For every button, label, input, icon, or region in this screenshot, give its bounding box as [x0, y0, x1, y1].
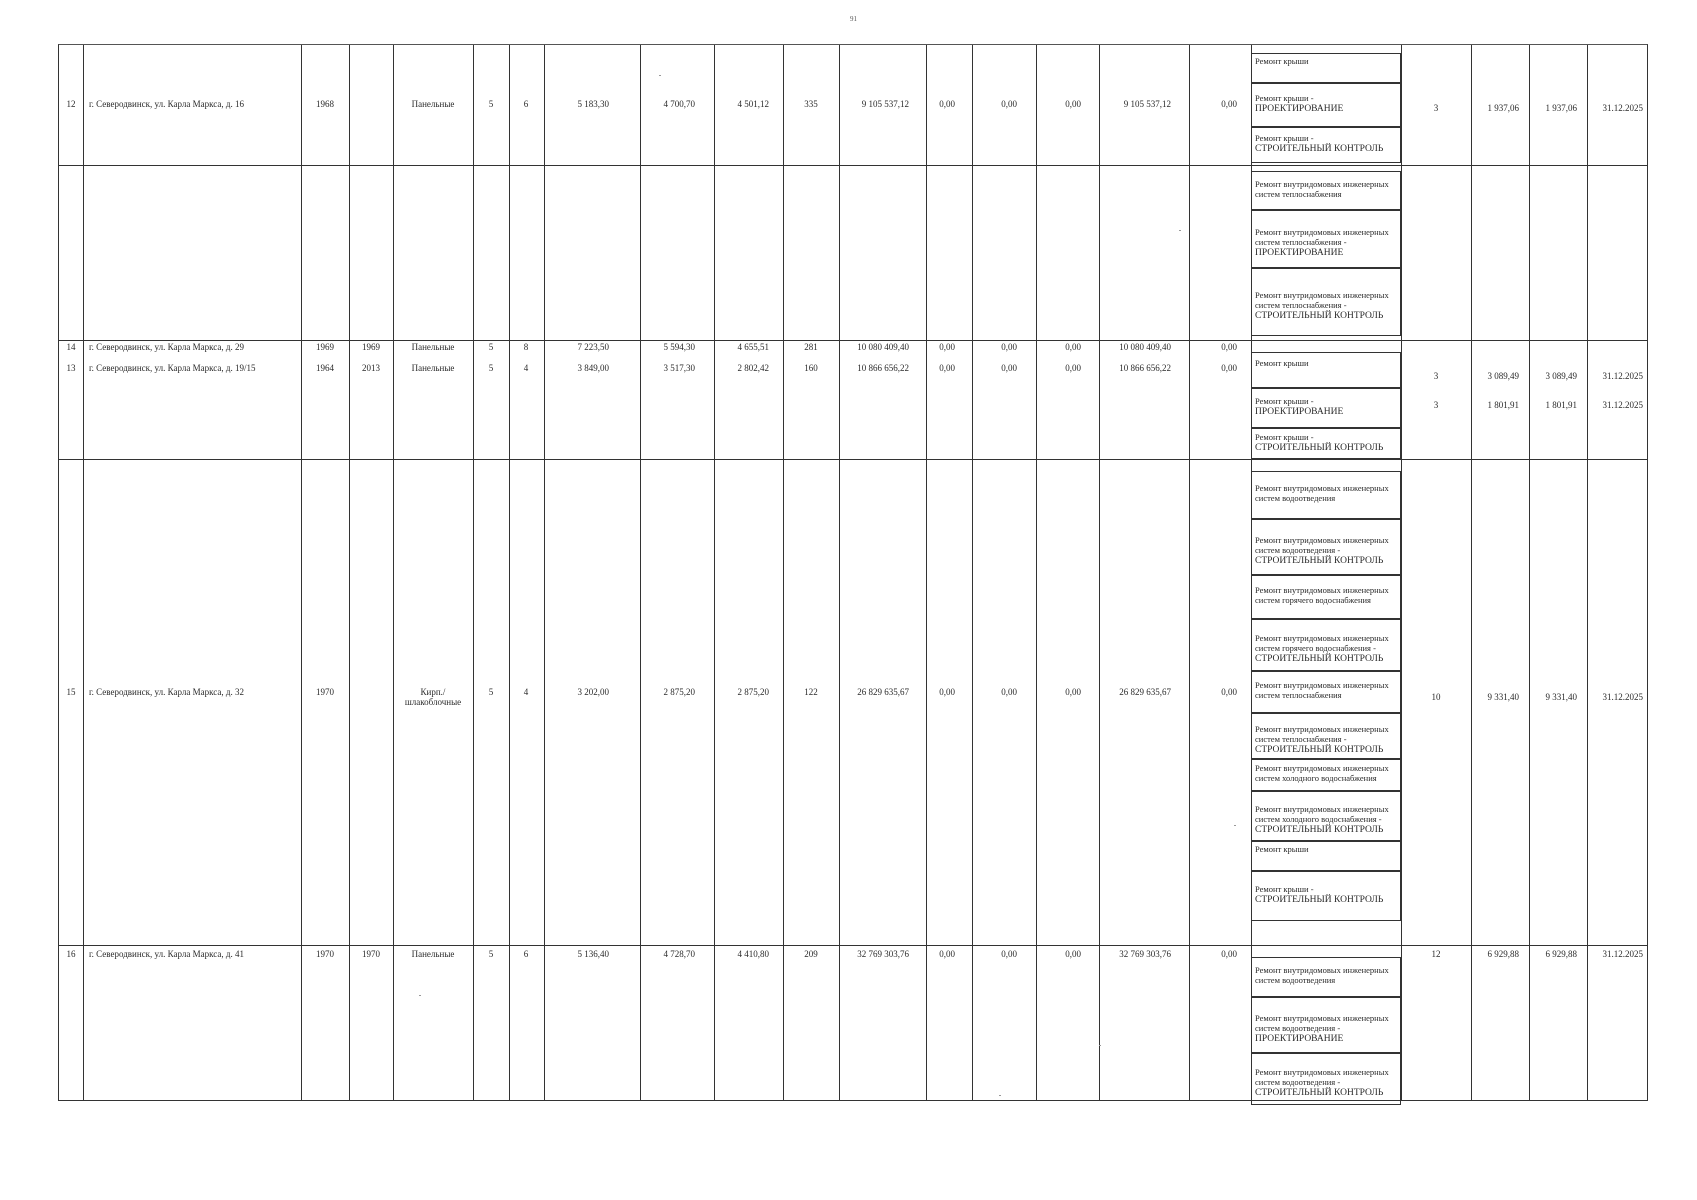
- cell-area-total: 3 849,00: [577, 363, 609, 373]
- cell-owners-funds: 32 769 303,76: [1119, 949, 1171, 959]
- cell-entrances: 8: [523, 342, 529, 352]
- cell-cost-total: 10 080 409,40: [857, 342, 909, 352]
- cell-unit-cost-max: 6 929,88: [1545, 949, 1577, 959]
- column-divider: [839, 45, 840, 1100]
- cell-other: 0,00: [1221, 363, 1237, 373]
- cell-work-count: 3: [1433, 371, 1439, 381]
- cell-cost-total: 26 829 635,67: [857, 687, 909, 697]
- cell-area-residential: 4 501,12: [737, 99, 769, 109]
- scan-speck: [1234, 825, 1236, 826]
- cell-other: 0,00: [1221, 342, 1237, 352]
- work-item-label: Ремонт внутридомовых инженерных систем водоотведения - ПРОЕКТИРОВАНИЕ: [1255, 1013, 1389, 1044]
- cell-unit-cost-max: 1 801,91: [1545, 400, 1577, 410]
- cell-unit-cost: 6 929,88: [1487, 949, 1519, 959]
- cell-year-built: 1964: [316, 363, 334, 373]
- column-divider: [714, 45, 715, 1100]
- work-item-label: Ремонт крыши - СТРОИТЕЛЬНЫЙ КОНТРОЛЬ: [1255, 884, 1384, 905]
- cell-fund-3: 0,00: [1065, 342, 1081, 352]
- cell-deadline: 31.12.2025: [1602, 371, 1643, 381]
- work-item-label: Ремонт внутридомовых инженерных систем холодного водоснабжения: [1255, 763, 1389, 783]
- column-divider: [1099, 45, 1100, 1100]
- cell-area-total: 5 183,30: [577, 99, 609, 109]
- column-divider: [783, 45, 784, 1100]
- cell-area-premises: 4 700,70: [663, 99, 695, 109]
- cell-unit-cost: 1 937,06: [1487, 103, 1519, 113]
- work-item-label: Ремонт внутридомовых инженерных систем теплоснабжения: [1255, 680, 1389, 700]
- cell-entrances: 6: [523, 949, 529, 959]
- row-divider: [59, 340, 1647, 341]
- cell-area-total: 5 136,40: [577, 949, 609, 959]
- cell-unit-cost-max: 9 331,40: [1545, 692, 1577, 702]
- work-item-label: Ремонт внутридомовых инженерных систем водоотведения: [1255, 483, 1389, 503]
- work-item-label: Ремонт крыши: [1255, 844, 1309, 854]
- row-divider: [59, 459, 1647, 460]
- cell-fund-2: 0,00: [1001, 363, 1017, 373]
- cell-area-total: 7 223,50: [577, 342, 609, 352]
- cell-fund-1: 0,00: [939, 687, 955, 697]
- column-divider: [640, 45, 641, 1100]
- cell-work-count: 12: [1431, 949, 1441, 959]
- cell-area-premises: 5 594,30: [663, 342, 695, 352]
- cell-address: г. Северодвинск, ул. Карла Маркса, д. 29: [89, 342, 244, 352]
- cell-fund-1: 0,00: [939, 99, 955, 109]
- cell-residents: 122: [804, 687, 818, 697]
- work-item-label: Ремонт крыши - СТРОИТЕЛЬНЫЙ КОНТРОЛЬ: [1255, 133, 1384, 154]
- cell-floors: 5: [488, 687, 494, 697]
- cell-residents: 335: [804, 99, 818, 109]
- work-item-label: Ремонт внутридомовых инженерных систем теплоснабжения - СТРОИТЕЛЬНЫЙ КОНТРОЛЬ: [1255, 724, 1389, 755]
- column-divider: [926, 45, 927, 1100]
- cell-walls: Панельные: [411, 363, 455, 373]
- work-item-label: Ремонт крыши: [1255, 56, 1309, 66]
- cell-address: г. Северодвинск, ул. Карла Маркса, д. 32: [89, 687, 244, 697]
- work-item-label: Ремонт внутридомовых инженерных систем теплоснабжения - СТРОИТЕЛЬНЫЙ КОНТРОЛЬ: [1255, 290, 1389, 321]
- work-item-label: Ремонт внутридомовых инженерных систем горячего водоснабжения: [1255, 585, 1389, 605]
- cell-fund-2: 0,00: [1001, 99, 1017, 109]
- cell-address: г. Северодвинск, ул. Карла Маркса, д. 16: [89, 99, 244, 109]
- cell-deadline: 31.12.2025: [1602, 400, 1643, 410]
- cell-year-reconstructed: 1969: [362, 342, 380, 352]
- work-item-label: Ремонт внутридомовых инженерных систем теплоснабжения - ПРОЕКТИРОВАНИЕ: [1255, 227, 1389, 258]
- cell-walls: Кирп./ шлакоблочные: [404, 687, 462, 707]
- cell-floors: 5: [488, 342, 494, 352]
- cell-owners-funds: 10 866 656,22: [1119, 363, 1171, 373]
- work-item-label: Ремонт крыши - ПРОЕКТИРОВАНИЕ: [1255, 396, 1344, 417]
- cell-n: 12: [66, 99, 76, 109]
- cell-address: г. Северодвинск, ул. Карла Маркса, д. 41: [89, 949, 244, 959]
- cell-fund-2: 0,00: [1001, 949, 1017, 959]
- column-divider: [1189, 45, 1190, 1100]
- column-divider: [1529, 45, 1530, 1100]
- cell-other: 0,00: [1221, 687, 1237, 697]
- scan-speck: [659, 75, 661, 76]
- work-item-label: Ремонт крыши - ПРОЕКТИРОВАНИЕ: [1255, 93, 1344, 114]
- work-item-label: Ремонт крыши - СТРОИТЕЛЬНЫЙ КОНТРОЛЬ: [1255, 431, 1384, 453]
- cell-area-premises: 2 875,20: [663, 687, 695, 697]
- work-item-label: Ремонт внутридомовых инженерных систем холодного водоснабжения - СТРОИТЕЛЬНЫЙ КОНТРОЛЬ: [1255, 804, 1389, 835]
- column-divider: [1036, 45, 1037, 1100]
- cell-fund-3: 0,00: [1065, 687, 1081, 697]
- work-item-label: Ремонт внутридомовых инженерных систем теплоснабжения: [1255, 178, 1389, 199]
- column-divider: [301, 45, 302, 1100]
- cell-n: 13: [66, 363, 76, 373]
- column-divider: [349, 45, 350, 1100]
- cell-fund-2: 0,00: [1001, 687, 1017, 697]
- cell-floors: 5: [488, 363, 494, 373]
- cell-cost-total: 32 769 303,76: [857, 949, 909, 959]
- cell-cost-total: 10 866 656,22: [857, 363, 909, 373]
- cell-fund-1: 0,00: [939, 342, 955, 352]
- cell-unit-cost-max: 1 937,06: [1545, 103, 1577, 113]
- cell-entrances: 4: [523, 363, 529, 373]
- cell-owners-funds: 9 105 537,12: [1123, 99, 1171, 109]
- column-divider: [83, 45, 84, 1100]
- cell-work-count: 3: [1433, 400, 1439, 410]
- cell-n: 16: [66, 949, 76, 959]
- cell-work-count: 10: [1431, 692, 1441, 702]
- cell-residents: 209: [804, 949, 818, 959]
- column-divider: [972, 45, 973, 1100]
- cell-cost-total: 9 105 537,12: [861, 99, 909, 109]
- cell-residents: 281: [804, 342, 818, 352]
- cell-fund-3: 0,00: [1065, 949, 1081, 959]
- cell-floors: 5: [488, 949, 494, 959]
- cell-unit-cost: 3 089,49: [1487, 371, 1519, 381]
- cell-n: 14: [66, 342, 76, 352]
- work-item-label: Ремонт внутридомовых инженерных систем горячего водоснабжения - СТРОИТЕЛЬНЫЙ КОНТРОЛЬ: [1255, 633, 1389, 664]
- column-divider: [473, 45, 474, 1100]
- cell-other: 0,00: [1221, 99, 1237, 109]
- scan-speck: [419, 995, 421, 996]
- scan-speck: [999, 1095, 1001, 1096]
- cell-walls: Панельные: [411, 342, 455, 352]
- cell-year-built: 1970: [316, 687, 334, 697]
- scan-speck: [1099, 1045, 1101, 1046]
- cell-work-count: 3: [1433, 103, 1439, 113]
- cell-entrances: 4: [523, 687, 529, 697]
- column-divider: [1471, 45, 1472, 1100]
- cell-year-reconstructed: 1970: [362, 949, 380, 959]
- page-number: 91: [850, 15, 857, 23]
- column-divider: [1587, 45, 1588, 1100]
- cell-walls: Панельные: [411, 949, 455, 959]
- cell-fund-3: 0,00: [1065, 99, 1081, 109]
- scan-speck: [1179, 230, 1181, 231]
- cell-year-built: 1968: [316, 99, 334, 109]
- cell-n: 15: [66, 687, 76, 697]
- cell-fund-1: 0,00: [939, 363, 955, 373]
- cell-area-residential: 2 875,20: [737, 687, 769, 697]
- cell-walls: Панельные: [411, 99, 455, 109]
- cell-unit-cost: 9 331,40: [1487, 692, 1519, 702]
- cell-other: 0,00: [1221, 949, 1237, 959]
- cell-unit-cost: 1 801,91: [1487, 400, 1519, 410]
- cell-owners-funds: 10 080 409,40: [1119, 342, 1171, 352]
- row-divider: [59, 165, 1647, 166]
- work-item-label: Ремонт внутридомовых инженерных систем водоотведения: [1255, 965, 1389, 985]
- cell-area-premises: 4 728,70: [663, 949, 695, 959]
- work-item-label: Ремонт внутридомовых инженерных систем водоотведения - СТРОИТЕЛЬНЫЙ КОНТРОЛЬ: [1255, 1067, 1389, 1098]
- cell-deadline: 31.12.2025: [1602, 949, 1643, 959]
- cell-fund-3: 0,00: [1065, 363, 1081, 373]
- cell-deadline: 31.12.2025: [1602, 692, 1643, 702]
- column-divider: [509, 45, 510, 1100]
- cell-fund-2: 0,00: [1001, 342, 1017, 352]
- cell-area-residential: 4 655,51: [737, 342, 769, 352]
- cell-residents: 160: [804, 363, 818, 373]
- cell-floors: 5: [488, 99, 494, 109]
- work-item-label: Ремонт крыши: [1255, 358, 1309, 368]
- cell-area-residential: 4 410,80: [737, 949, 769, 959]
- cell-address: г. Северодвинск, ул. Карла Маркса, д. 19/15: [89, 363, 256, 373]
- row-divider: [59, 945, 1647, 946]
- cell-deadline: 31.12.2025: [1602, 103, 1643, 113]
- cell-owners-funds: 26 829 635,67: [1119, 687, 1171, 697]
- column-divider: [544, 45, 545, 1100]
- cell-entrances: 6: [523, 99, 529, 109]
- cell-year-built: 1970: [316, 949, 334, 959]
- cell-year-reconstructed: 2013: [362, 363, 380, 373]
- cell-year-built: 1969: [316, 342, 334, 352]
- column-divider: [393, 45, 394, 1100]
- cell-area-premises: 3 517,30: [663, 363, 695, 373]
- cell-unit-cost-max: 3 089,49: [1545, 371, 1577, 381]
- cell-area-total: 3 202,00: [577, 687, 609, 697]
- work-item-label: Ремонт внутридомовых инженерных систем водоотведения - СТРОИТЕЛЬНЫЙ КОНТРОЛЬ: [1255, 535, 1389, 566]
- capital-repair-table: [58, 44, 1648, 1101]
- column-divider: [1401, 45, 1402, 1100]
- cell-fund-1: 0,00: [939, 949, 955, 959]
- cell-area-residential: 2 802,42: [737, 363, 769, 373]
